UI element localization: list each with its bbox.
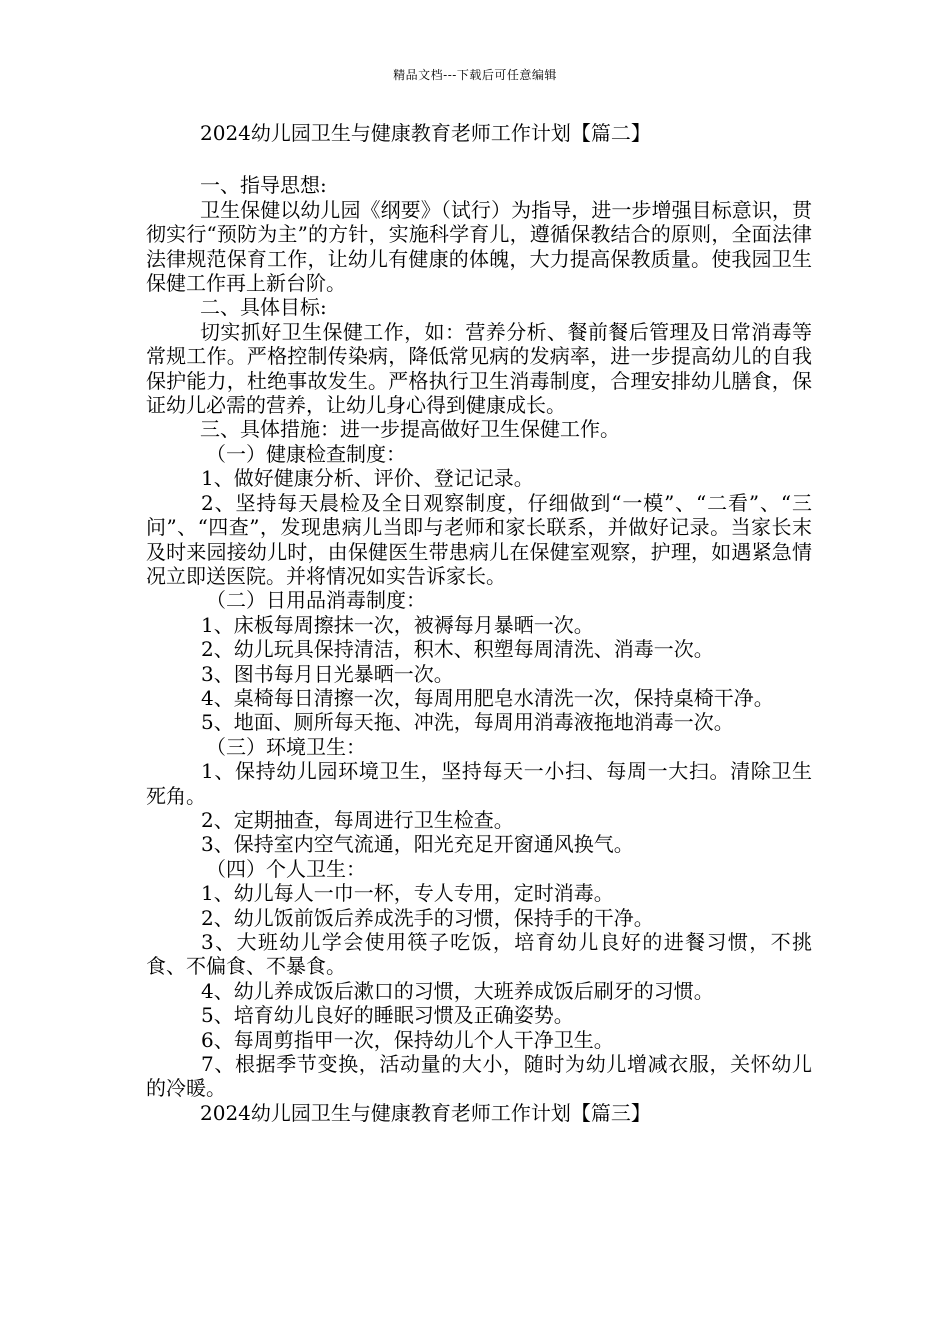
list-item: 2、坚持每天晨检及全日观察制度，仔细做到“一模”、“二看”、“三问”、“四查”，发现患病儿当即与老师和家长联系，并做好记录。当家长末及时来园接幼儿时，由保健医生带患病儿在保健室观察，护理，如遇紧急情况立即送医院。并将情况如实告诉家长。 <box>146 490 812 588</box>
list-item: 2、幼儿玩具保持清洁，积木、积塑每周清洗、消毒一次。 <box>201 637 714 662</box>
list-item: 2、定期抽查，每周进行卫生检查。 <box>201 807 514 832</box>
list-item: 7、根据季节变换，活动量的大小，随时为幼儿增减衣服，关怀幼儿的冷暖。 <box>146 1052 812 1101</box>
list-item: 1、保持幼儿园环境卫生，坚持每天一小扫、每周一大扫。清除卫生死角。 <box>146 759 812 808</box>
list-item: 3、图书每月日光暴晒一次。 <box>201 661 454 686</box>
subsection-heading: （三）环境卫生： <box>206 734 366 759</box>
subsection-heading: （四）个人卫生： <box>206 856 366 881</box>
page-header: 精品文档---下载后可任意编辑 <box>393 68 557 82</box>
spacer <box>146 145 812 173</box>
paragraph: 卫生保健以幼儿园《纲要》（试行）为指导，进一步增强目标意识，贯彻实行“预防为主”的方针，实施科学育儿，遵循保教结合的原则，全面法律法律规范保育工作，让幼儿有健康的体魄，大力提高保教质量。使我园卫生保健工作再上新台阶。 <box>146 197 812 296</box>
paragraph: 切实抓好卫生保健工作，如：营养分析、餐前餐后管理及日常消毒等常规工作。严格控制传染病，降低常见病的发病率，进一步提高幼儿的自我保护能力，杜绝事故发生。严格执行卫生消毒制度，合理安排幼儿膳食，保证幼儿必需的营养，让幼儿身心得到健康成长。 <box>146 319 812 418</box>
section-heading: 一、指导思想: <box>200 173 327 198</box>
next-document-title: 2024幼儿园卫生与健康教育老师工作计划【篇三】 <box>200 1100 651 1125</box>
document-body <box>146 121 812 1125</box>
list-item: 2、幼儿饭前饭后养成洗手的习惯，保持手的干净。 <box>201 905 654 930</box>
list-item: 3、保持室内空气流通，阳光充足开窗通风换气。 <box>201 832 634 857</box>
subsection-heading: （一）健康检查制度： <box>206 441 406 466</box>
list-item: 5、地面、厕所每天拖、冲洗，每周用消毒液拖地消毒一次。 <box>201 710 734 735</box>
list-item: 4、幼儿养成饭后漱口的习惯，大班养成饭后刷牙的习惯。 <box>201 978 714 1003</box>
list-item: 5、培育幼儿良好的睡眠习惯及正确姿势。 <box>201 1003 574 1028</box>
subsection-heading: （二）日用品消毒制度： <box>206 588 426 613</box>
list-item: 6、每周剪指甲一次，保持幼儿个人干净卫生。 <box>201 1027 614 1052</box>
list-item: 1、幼儿每人一巾一杯，专人专用，定时消毒。 <box>201 881 614 906</box>
list-item: 1、做好健康分析、评价、登记记录。 <box>201 466 534 491</box>
list-item: 1、床板每周擦抹一次，被褥每月暴晒一次。 <box>201 612 594 637</box>
document-title: 2024幼儿园卫生与健康教育老师工作计划【篇二】 <box>200 121 651 145</box>
list-item: 4、桌椅每日清擦一次，每周用肥皂水清洗一次，保持桌椅干净。 <box>201 685 774 710</box>
section-heading: 二、具体目标: <box>200 295 327 320</box>
section-heading: 三、具体措施：进一步提高做好卫生保健工作。 <box>200 417 620 442</box>
list-item: 3、大班幼儿学会使用筷子吃饭，培育幼儿良好的进餐习惯，不挑食、不偏食、不暴食。 <box>146 930 812 979</box>
